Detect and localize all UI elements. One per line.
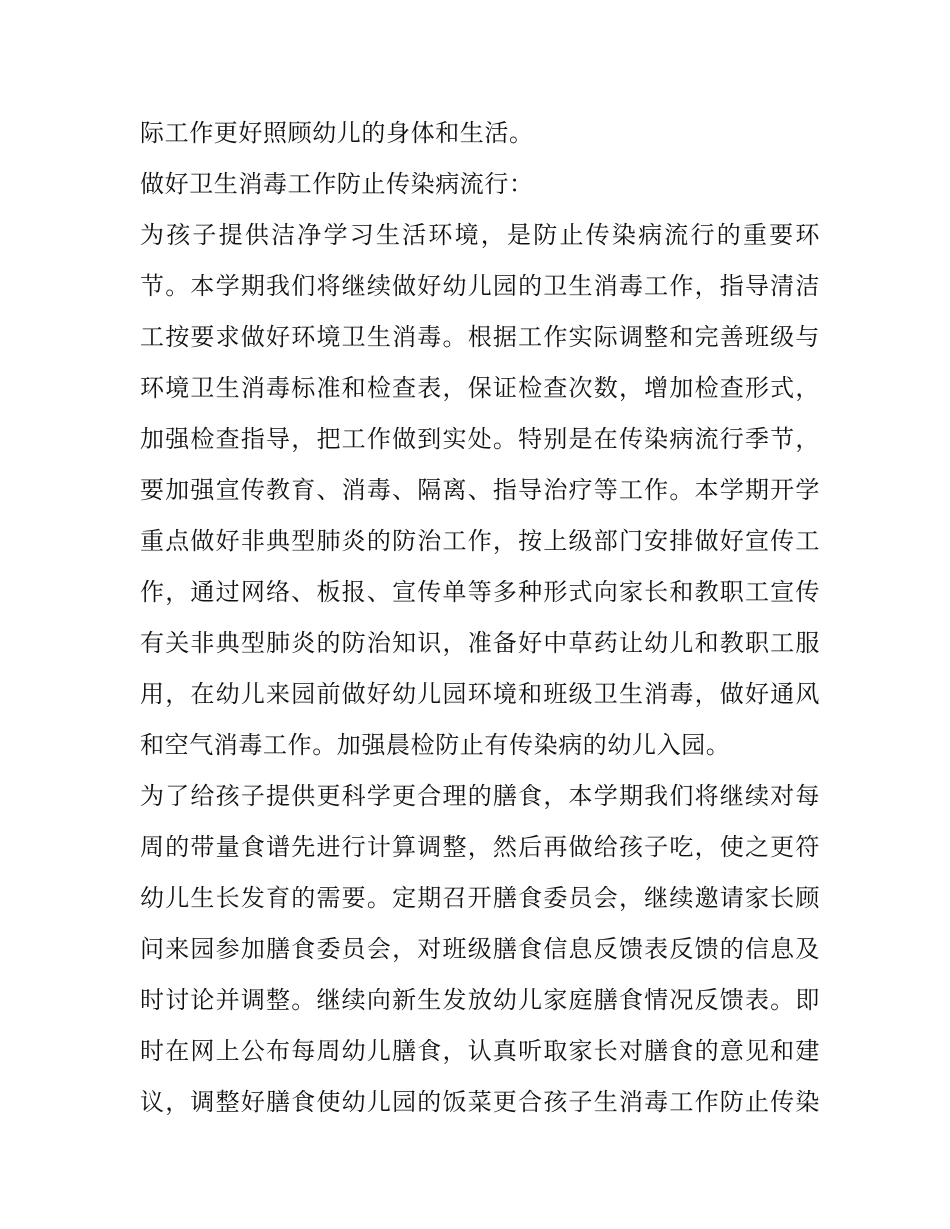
text-line: 时讨论并调整。继续向新生发放幼儿家庭膳食情况反馈表。即 <box>140 986 820 1014</box>
text-line: 要加强宣传教育、消毒、隔离、指导治疗等工作。本学期开学 <box>140 476 820 504</box>
body-text <box>140 108 820 1128</box>
text-line: 议，调整好膳食使幼儿园的饭菜更合孩子生消毒工作防止传染 <box>140 1088 820 1116</box>
text-line: 幼儿生长发育的需要。定期召开膳食委员会，继续邀请家长顾 <box>140 884 820 912</box>
text-line: 问来园参加膳食委员会，对班级膳食信息反馈表反馈的信息及 <box>140 935 820 963</box>
text-line: 环境卫生消毒标准和检查表，保证检查次数，增加检查形式， <box>140 374 820 402</box>
text-line: 节。本学期我们将继续做好幼儿园的卫生消毒工作，指导清洁 <box>140 272 820 300</box>
text-line: 重点做好非典型肺炎的防治工作，按上级部门安排做好宣传工 <box>140 527 820 555</box>
text-line: 工按要求做好环境卫生消毒。根据工作实际调整和完善班级与 <box>140 323 820 351</box>
text-line: 用，在幼儿来园前做好幼儿园环境和班级卫生消毒，做好通风 <box>140 680 820 708</box>
text-line: 有关非典型肺炎的防治知识，准备好中草药让幼儿和教职工服 <box>140 629 820 657</box>
text-line: 加强检查指导，把工作做到实处。特别是在传染病流行季节， <box>140 425 820 453</box>
text-line: 际工作更好照顾幼儿的身体和生活。 <box>140 119 534 147</box>
text-line: 为了给孩子提供更科学更合理的膳食，本学期我们将继续对每 <box>140 782 820 810</box>
text-line: 时在网上公布每周幼儿膳食，认真听取家长对膳食的意见和建 <box>140 1037 820 1065</box>
text-line: 和空气消毒工作。加强晨检防止有传染病的幼儿入园。 <box>140 731 731 759</box>
section-heading: 做好卫生消毒工作防止传染病流行： <box>140 170 534 198</box>
text-line: 作，通过网络、板报、宣传单等多种形式向家长和教职工宣传 <box>140 578 820 606</box>
text-line: 为孩子提供洁净学习生活环境，是防止传染病流行的重要环 <box>140 221 820 249</box>
text-line: 周的带量食谱先进行计算调整，然后再做给孩子吃，使之更符 <box>140 833 820 861</box>
